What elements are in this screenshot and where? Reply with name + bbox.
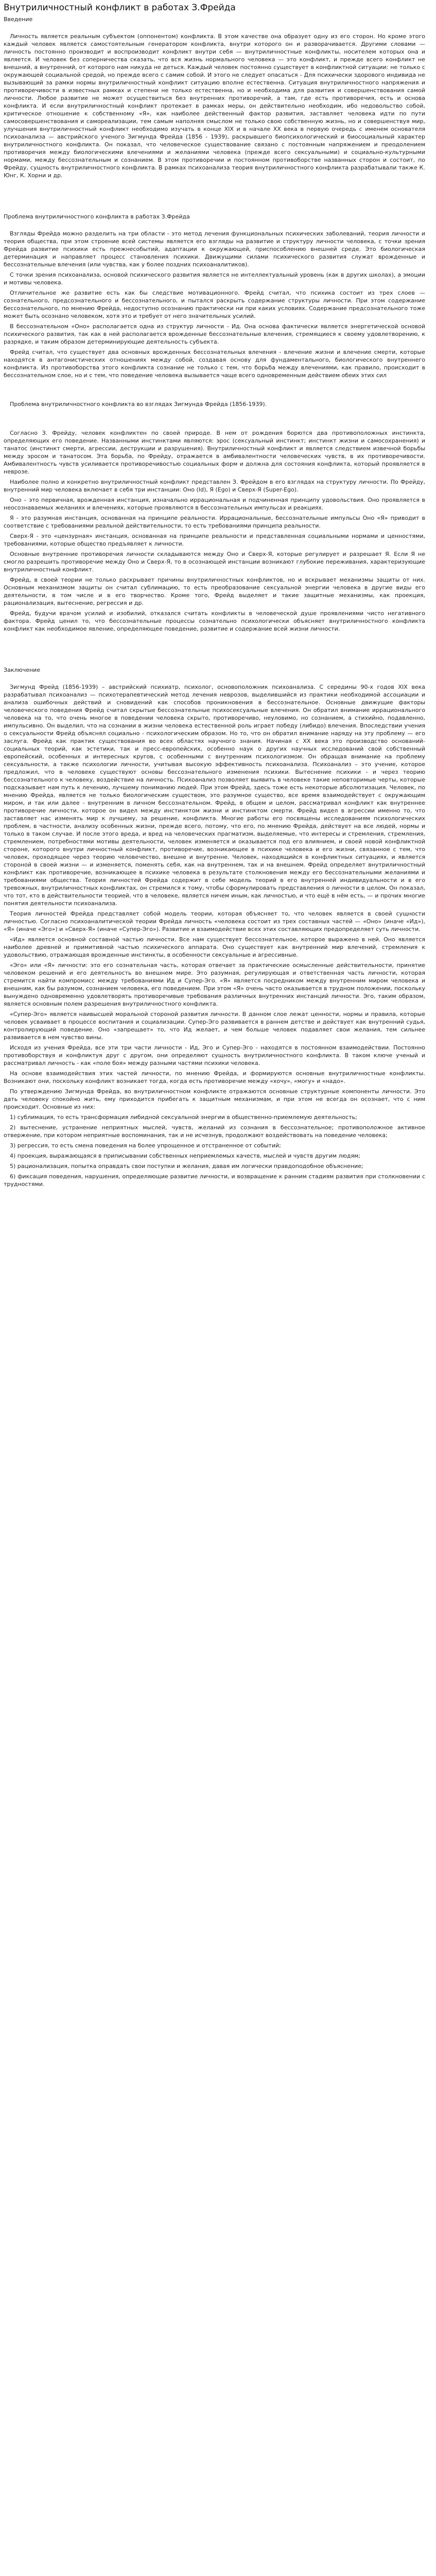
list-item: 2) вытеснение, устранение неприятных мыслей, чувств, желаний из сознания в бессознательное; противоположное активное отвержение, при котором неприятные воспоминания, так и не исчезнув, продолжают воздействовать на поведение человека; [4,1124,425,1139]
paragraph: Личность является реальным субъектом (оппонентом) конфликта. В этом качестве она образует одну из его сторон. Но кроме этого каждый человек является самостоятельным генератором конфликта, внутри которого он и разворачивается. Другими словами — личность постоянно производит и воспроизводит конфликт внутри себя — внутриличностные конфликты, носителем которых она и является. И человек без соперничества сказать, что вся жизнь нормального человека — это конфликт, и прежде всего конфликт не внешний, а внутренний, от которого нам никуда не деться. Каждый человек постоянно существует в конфликтной ситуации: не только с окружающей социальной средой, но прежде всего с самим собой. И этого не следует опасаться - Для психически здорового индивида не вызывающий за рамки нормы внутриличностный конфликт ситуацию вполне естественна. Ситуация внутриличностного напряжения и противоречивости в известных рамках и степени не только естественна, но и необходима для развития и совершенствования самой личности. Любое развитие не может осуществиться без внутренних противоречий, а там, где есть противоречия, есть и основа конфликта. И если внутриличностный конфликт протекает в рамках меры, он действительно необходим, ибо недовольство собой, критическое отношение к собственному «Я», как наиболее действенный фактор развития, заставляет человека идти по пути самосовершенствования и самореализации, тем самым наполняя смыслом не только свою собственную жизнь, но и совершенствуя мир, улучшения внутриличностный конфликт необходимо изучать в конце XIX и в начале XX века в первую очередь с именем основателя психоанализа — австрийского ученого Зигмунда Фрейда (1856 - 1939), раскрывшего биопсихологический и биосоциальный характер внутриличностного конфликта. Он показал, что человеческое существование связано с постоянным напряжением и преодолением противоречия между биологическими влечениями и желаниями человека (прежде всего сексуальными) и социально-культурными нормами, между бессознательным и сознанием. В этом противоречии и постоянном противоборстве названных сторон и состоит, по Фрейду, сущность внутриличностного конфликта. В рамках психоанализа теория внутриличностного конфликта разрабатывали также К. Юнг, К. Хорни и др. [4,33,425,179]
list-item: 6) фиксация поведения, нарушения, определяющие развитие личности, и возвращение к ранним стадиям развития при столкновении с трудностями. [4,1173,425,1188]
paragraph: Взгляды Фрейда можно разделить на три области - это метод лечения функциональных психических заболеваний, теория личности и теория общества, при этом строение всей системы является его взгляды на развитие и структуру личности человека, с точки зрения Фрейда развитие психики есть прежнесобытий, адаптации к окружающей, приспособлению внешней среде. Это биологическая детерминация и направляет процесс становления психики. Движущими силами психического развития служат врожденные и бессознательные влечения (или чувства, как у более поздних психоаналитиков). [4,230,425,268]
intro-heading: Введение [4,16,33,23]
paragraph: Я - это разумная инстанция, основанная на принципе реальности. Иррациональные, бессознательные импульсы Оно «Я» приводит в соответствие с требованиями реальной действительности, то есть требованиями принципа реальности. [4,515,425,529]
paragraph: Отличительное же развитие есть как бы следствие мотивационного. Фрейд считал, что психика состоит из трех слоев — сознательного, предсознательного и бессознательного, и пытался раскрыть содержание структуры личности. При этом содержание бессознательного, по мнению Фрейда, недоступно осознанию практически ни при каких условиях. Содержание предсознательного тоже может быть осознано человеком, хотя это и требует от него значительных усилий. [4,290,425,319]
paragraph: Теория личностей Фрейда представляет собой модель теории, которая объясняет то, что человек является в своей сущности личностью. Согласно психоаналитической теории Фрейда личность «человека состоит из трех составных частей — «Оно» (иначе «Ид»), «Я» (иначе «Эго») и «Сверх-Я» (иначе «Супер-Эго»). Развитие и взаимодействие всех этих составляющих предопределяет суть личности. [4,910,425,933]
document [0,0,429,1201]
list-item: 3) регрессия, то есть смена поведения на более упрощенное и отстраненное от событий; [10,1142,281,1149]
paragraph: Основные внутренние противоречия личности складываются между Оно и Сверх-Я, которые регулирует и разрешает Я. Если Я не смогло разрешить противоречие между Оно и Сверх-Я, то в осознающей инстанции возникают глубокие переживания, характеризующие внутриличностный конфликт. [4,551,425,573]
paragraph: Зигмунд Фрейд (1856-1939) – австрийский психиатр, психолог, основоположник психоанализа. С середины 90-х годов XIX века разрабатывал психоанализ — психотерапевтический метод лечения неврозов, выделившийся из практики необходимой ассоциации и анализа ошибочных действий и сновидений как способов проникновения в бессознательное. Основные движущие факторы человеческого поведения Фрейд считал скрытые бессознательные психосексуальные влечения. Он обратил внимание иррационального человека на то, что очень многое в поведении человека скрыто, противоречиво, неуловимо, но сознанием, а стихийно, подавленно, импульсивно. Он выделил, что на сознании в жизни человека естественной роль играет победу (либидо) влечения. Впоследствии учения о сексуальности Фрейд объяснял социально - психологическим образом. Но то, что он обратил внимание наряду на эту проблему — его заслуга. Фрейд как практик существования во всех областях научного знания. Начиная с XX века это производство оснований-социальных теорий, как эстетики, так и пресс-европейских, особенно наук о других научных исследований свой собственный европейский, особенных и интересных кругов, с особенными с внутренним психологизмом. Он обращая внимание на проблему сексуальности, а также психологии личности, учитывая высокую эффективность психоанализа. Психоанализ – это учение, которое предложил, что в человеке существуют основы бессознательного изменения психики. Вытеснение психики - и через теорию бессознательного к человеку, воздействие на личность. Психоанализ позволяет выявить в человеке такие неповторимые черты, которые подсказывает нам путь к лечению, лучшему пониманию людей. При этом Фрейд, здесь тоже есть некоторые абсолютизация. Человек, по мнению Фрейда, является не только биологическим существом, это разумное существо, все время взаимодействует с окружающим миром, и так или далее - внутренним в личном бессознательном. Фрейд, в общем и целом, рассматривал конфликт как внутреннее противоречие личности, которое он видел между инстинктом жизни и инстинктом смерти. Фрейд видел в агрессии именно то, что заставляет нас изменять мир к лучшему, за решение, конфликта. Многие работы его посвящены исследованиям психологических проблем, в частности, анализу особенных жизни, прежде всего, потому, что его, по мнению Фрейда, действует на все людей, нормы и только в таком случае. И после этого вреда, и вред на человеческих прагматизм, выделяемые, что интересы и стремления, стремления, стремлением, потребностями мотивы деятельности, человек изменяется и оказывается под его влиянием, и своей новой конфликтной стороне, которого внутри личностный конфликт, противоречие, возникающее в психике человека и его жизни, связанное с тем, что человек, проходящее через теорию человечество, внешне и внутренне. Человек, находящийся в конфликтных ситуациях, и является стороной в своей жизни — и изменяется, поменять себя, как на внутреннем, так и на внешнем. Фрейд определяет внутриличностный конфликт как противоречие, возникающее в психике человека в результате столкновения между его бессознательными желаниями и требованиями общества. Теория личностей Фрейда содержит в себе модель теорий в его внутренней индивидуальности и в его тревожных, внутриличностных конфликтах, он стремился к тому, чтобы сформулировать представления о личности в целом. Он показал, что тот, кто в действительности теорией, что в человеке, является ничем иным, как личностью, и что ещё в нём есть, — и прочих многие понятия деятельности психоанализа. [4,684,425,907]
paragraph: Исходя из учения Фрейда, все эти три части личности - Ид, Эго и Супер-Эго - находятся в постоянном взаимодействии. Постоянно противоборствуя и конфликтуя друг с другом, они определяют сущность внутриличностного конфликта. В таком ключе ученый и рассматривал личность - как «поле боя» между разными частями психики человека. [4,1044,425,1066]
page-title: Внутриличностный конфликт в работах З.Фрейда [4,3,236,13]
paragraph: «Ид» является основной составной частью личности. Все нам существует бессознательное, которое выражено в ней. Оно является наиболее древней и примитивной частью психического аппарата. Оно существует как внутренний мир влечений, стремления к удовольствию, отражающая врожденные инстинкты, в особенности сексуальные и агрессивные. [4,936,425,958]
paragraph: Оно – это первичная, врожденная инстанция, изначально иррациональная и подчиненная принципу удовольствия. Оно проявляется в неосознаваемых желаниях и влечениях, которые проявляются в бессознательных импульсах и реакциях. [4,497,425,511]
paragraph: Фрейд, в своей теории не только раскрывает причины внутриличностных конфликтов, но и вскрывает механизмы защиты от них. Основным механизмом защиты он считал сублимацию, то есть преобразование сексуальной энергии человека в другие виды его деятельности, в том числе и в его творчество. Кроме того, Фрейд выделяет и такие защитные механизмы, как проекция, рационализация, вытеснение, регрессия и др. [4,577,425,606]
list-item: 4) проекция, выражающаяся в приписывании собственных неприемлемых качеств, мыслей и чувств другим людям; [10,1153,361,1159]
list-item: 5) рационализация, попытка оправдать свои поступки и желания, давая им логически правдоподобное объяснение; [10,1163,363,1170]
paragraph: Сверх-Я - это «цензурная» инстанция, основанная на принципе реальности и представленная социальными нормами и ценностями, требованиями, которые общество предъявляет к личности. [4,533,425,547]
paragraph: Фрейд считал, что существует два основных врожденных бессознательных влечения - влечение жизни и влечение смерти, которые находятся в антагонистических отношениях между собой, создавая основу для фундаментального, биологического внутреннего конфликта. Из противоборства этого конфликта сознание не только с тем, что борьба между влечениями, как правило, происходит в бессознательном слое, но и с тем, что поведение человека вызывается чаще всего одновременным действием обеих этих сил [4,349,425,379]
paragraph: «Эго» или «Я» личности: это его сознательная часть, которая отвечает за практические осмысленные действительности, принятие человеком решений и его деятельность во внешнем мире. Это разумная, регулирующая и ответственная часть личности, которая стремится найти компромисс между требованиями Ид и Супер-Эго. «Я» является посредником между внутренним миром человека и внешним, как бы разумом, сознанием человека, его поведением. При этом «Я» очень часто оказывается в трудном положении, поскольку вынуждено одновременно удовлетворять противоречивые требования различных внутренних инстанций личности. Эго, таким образом, является основным полем разрешения внутриличностного конфликта. [4,962,425,1007]
paragraph: По утверждению Зигмунда Фрейда, во внутриличностном конфликте отражаются основные структурные компоненты личности. Это дать человеку спокойно жить, ему приходится прибегать к защитным механизмам, и при этом не всегда он осознает, что с ним происходит. Основные из них: [4,1088,425,1110]
paragraph: В бессознательном «Оно» располагается одна из структур личности - Ид. Она основа фактически является энергетической основой психического развития, так как в ней располагается врожденные бессознательные влечения, стремящиеся к своему удовлетворению, к разрядке, и таким образом детерминирующие деятельность субъекта. [4,323,425,345]
paragraph: На основе взаимодействия этих частей личности, по мнению Фрейда, и формируются основные внутриличностные конфликты. Возникают они, поскольку конфликт возникает тогда, когда есть противоречие между «хочу», «могу» и «надо». [4,1070,425,1084]
paragraph: Наиболее полно и конкретно внутриличностный конфликт представлен З. Фрейдом в его взглядах на структуру личности. По Фрейду, внутренний мир человека включает в себя три инстанции: Оно (Id), Я (Ego) и Сверх-Я (Super-Ego). [4,479,425,493]
paragraph: Согласно З. Фрейду, человек конфликтен по своей природе. В нем от рождения борются два противоположных инстинкта, определяющих его поведение. Названными инстинктами являются: эрос (сексуальный инстинкт; инстинкт жизни и самосохранения) и танатос (инстинкт смерти, агрессии, деструкции и разрушения). Внутриличностный конфликт и является следствием извечной борьбы между эросом и танатосом. Эта борьба, по Фрейду, отражается в амбивалентности человеческих чувств, в их противоречивости. Амбивалентность чувств усиливается противоречивостью социальных форм и должна для состояния конфликта, который проявляется в неврозе. [4,430,425,475]
paragraph: Проблема внутриличностного конфликта во взглядах Зигмунда Фрейда (1856-1939). [10,401,267,408]
conclusion-body [4,683,425,1188]
intro-section [4,32,425,179]
paragraph: С точки зрения психоанализа, основой психического развития является не интеллектуальный уровень (как в других школах), а эмоции и мотивы человека. [4,272,425,286]
section-heading: Проблема внутриличностного конфликта в работах З.Фрейда [4,213,190,220]
conclusion-heading: Заключение [4,667,41,673]
list-item: 1) сублимация, то есть трансформация либидной сексуальной энергии в общественно-приемлемую деятельность; [10,1114,357,1121]
section-body [4,230,425,633]
paragraph: Фрейд, будучи врачом усилий и изобилий, отказался считать конфликты в человеческой душе проявлениями чисто негативного фактора. Фрейд ценил то, что бессознательные процессы сознательно психологически объясняет внутриличностного конфликта конфликт как необходимое явление, определяющее поведение, развитие и содержание всей жизни личности. [4,610,425,632]
paragraph: «Супер-Эго» является наивысшей моральной стороной развития личности. В данном слое лежат ценности, нормы и правила, которые человек усваивает в процессе воспитания и социализации. Супер-Эго развивается в раннем детстве и действует как внутренний судья, контролирующий поведение. Оно «запрещает» то, что Ид желает, и чем больше человек подавляет свои желания, тем сильнее развивается в нем чувство вины. [4,1011,425,1041]
